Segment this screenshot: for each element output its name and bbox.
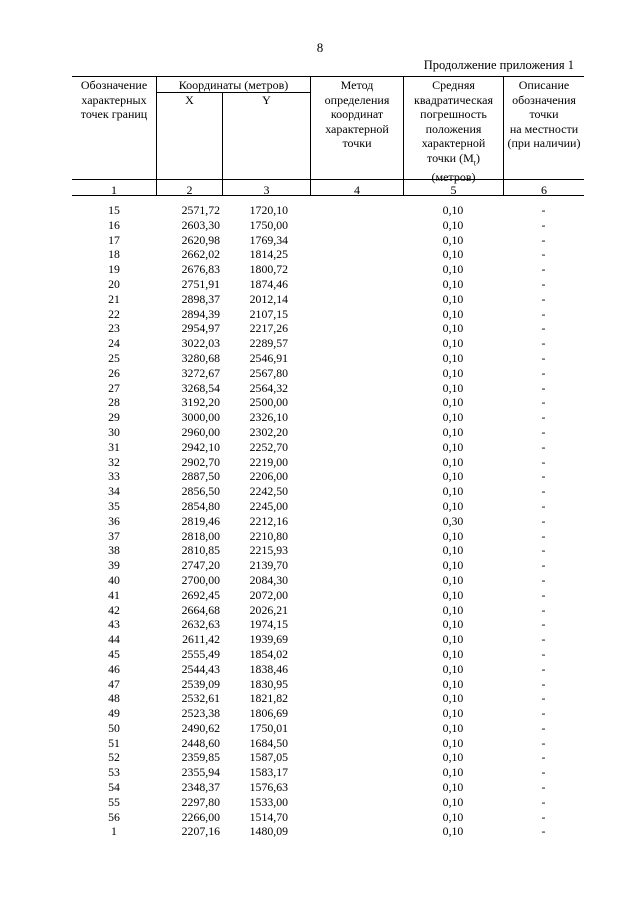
error-cell: 0,10 <box>442 365 464 380</box>
point-id-cell: 34 <box>108 484 120 499</box>
description-cell: - <box>541 750 546 765</box>
description-cell: - <box>541 706 546 721</box>
y-coordinate-cell: 1854,02 <box>249 646 288 661</box>
description-cell: - <box>541 513 546 528</box>
x-coordinate-cell: 2523,38 <box>181 706 220 721</box>
table-body <box>0 203 640 839</box>
error-cell: 0,10 <box>442 528 464 543</box>
y-coordinate-cell: 2206,00 <box>249 469 288 484</box>
point-id-cell: 45 <box>108 646 120 661</box>
y-coordinate-cell: 2302,20 <box>249 424 288 439</box>
header-x: X <box>185 93 194 107</box>
error-cell: 0,10 <box>442 780 464 795</box>
y-coordinate-cell: 2107,15 <box>249 306 288 321</box>
description-cell: - <box>541 572 546 587</box>
x-coordinate-cell: 2810,85 <box>181 543 220 558</box>
description-cell: - <box>541 262 546 277</box>
error-cell: 0,10 <box>442 691 464 706</box>
point-id-cell: 46 <box>108 661 120 676</box>
description-cell: - <box>541 587 546 602</box>
point-id-cell: 49 <box>108 706 120 721</box>
column-number-3: 3 <box>263 183 270 197</box>
x-coordinate-cell: 2207,16 <box>181 824 220 839</box>
error-cell: 0,10 <box>442 632 464 647</box>
description-cell: - <box>541 380 546 395</box>
y-coordinate-cell: 1814,25 <box>249 247 288 262</box>
y-coordinate-cell: 1974,15 <box>249 617 288 632</box>
description-cell: - <box>541 439 546 454</box>
x-coordinate-cell: 2942,10 <box>181 439 220 454</box>
description-cell: - <box>541 617 546 632</box>
y-coordinate-cell: 2245,00 <box>249 498 288 513</box>
y-coordinate-cell: 2219,00 <box>249 454 288 469</box>
description-cell: - <box>541 276 546 291</box>
table-row <box>0 603 640 618</box>
description-cell: - <box>541 350 546 365</box>
error-cell: 0,10 <box>442 336 464 351</box>
point-id-cell: 35 <box>108 498 120 513</box>
y-coordinate-cell: 2072,00 <box>249 587 288 602</box>
table-row <box>0 721 640 736</box>
point-id-cell: 30 <box>108 424 120 439</box>
table-row <box>0 440 640 455</box>
error-cell: 0,10 <box>442 410 464 425</box>
error-cell: 0,10 <box>442 203 464 217</box>
error-cell: 0,10 <box>442 543 464 558</box>
header-description: Описание обозначения точки на местности (при наличии) <box>507 78 581 150</box>
table-row <box>0 529 640 544</box>
x-coordinate-cell: 2819,46 <box>181 513 220 528</box>
error-cell: 0,10 <box>442 824 464 839</box>
point-id-cell: 42 <box>108 602 120 617</box>
description-cell: - <box>541 661 546 676</box>
point-id-cell: 48 <box>108 691 120 706</box>
error-cell: 0,10 <box>442 217 464 232</box>
error-cell: 0,10 <box>442 498 464 513</box>
point-id-cell: 15 <box>108 203 120 217</box>
error-cell: 0,10 <box>442 676 464 691</box>
column-number-6: 6 <box>541 183 547 197</box>
table-row <box>0 381 640 396</box>
x-coordinate-cell: 2539,09 <box>181 676 220 691</box>
description-cell: - <box>541 336 546 351</box>
description-cell: - <box>541 809 546 824</box>
point-id-cell: 25 <box>108 350 120 365</box>
x-coordinate-cell: 2555,49 <box>181 646 220 661</box>
error-cell: 0,10 <box>442 646 464 661</box>
table-row <box>0 455 640 470</box>
description-cell: - <box>541 203 546 217</box>
description-cell: - <box>541 306 546 321</box>
point-id-cell: 37 <box>108 528 120 543</box>
error-cell: 0,10 <box>442 602 464 617</box>
description-cell: - <box>541 780 546 795</box>
x-coordinate-cell: 2751,91 <box>181 276 220 291</box>
point-id-cell: 21 <box>108 291 120 306</box>
error-cell: 0,10 <box>442 469 464 484</box>
error-cell: 0,10 <box>442 750 464 765</box>
table-row <box>0 558 640 573</box>
x-coordinate-cell: 2700,00 <box>181 572 220 587</box>
table-row <box>0 395 640 410</box>
description-cell: - <box>541 543 546 558</box>
table-row <box>0 617 640 632</box>
description-cell: - <box>541 720 546 735</box>
description-cell: - <box>541 232 546 247</box>
table-row <box>0 321 640 336</box>
table-header <box>72 76 584 196</box>
error-cell: 0,10 <box>442 291 464 306</box>
point-id-cell: 19 <box>108 262 120 277</box>
point-id-cell: 20 <box>108 276 120 291</box>
table-row <box>0 410 640 425</box>
table-row <box>0 292 640 307</box>
point-id-cell: 39 <box>108 558 120 573</box>
table-row <box>0 351 640 366</box>
point-id-cell: 22 <box>108 306 120 321</box>
error-cell: 0,30 <box>442 513 464 528</box>
x-coordinate-cell: 2887,50 <box>181 469 220 484</box>
table-row <box>0 706 640 721</box>
x-coordinate-cell: 3192,20 <box>181 395 220 410</box>
table-row <box>0 307 640 322</box>
table-row <box>0 691 640 706</box>
y-coordinate-cell: 1684,50 <box>249 735 288 750</box>
y-coordinate-cell: 1769,34 <box>249 232 288 247</box>
x-coordinate-cell: 3280,68 <box>181 350 220 365</box>
y-coordinate-cell: 1583,17 <box>249 765 288 780</box>
y-coordinate-cell: 1576,63 <box>249 780 288 795</box>
y-coordinate-cell: 2084,30 <box>249 572 288 587</box>
x-coordinate-cell: 2747,20 <box>181 558 220 573</box>
y-coordinate-cell: 1480,09 <box>249 824 288 839</box>
y-coordinate-cell: 1533,00 <box>249 794 288 809</box>
y-coordinate-cell: 2217,26 <box>249 321 288 336</box>
error-cell: 0,10 <box>442 395 464 410</box>
error-cell: 0,10 <box>442 661 464 676</box>
point-id-cell: 24 <box>108 336 120 351</box>
error-cell: 0,10 <box>442 720 464 735</box>
y-coordinate-cell: 2326,10 <box>249 410 288 425</box>
x-coordinate-cell: 2632,63 <box>181 617 220 632</box>
table-row <box>0 218 640 233</box>
point-id-cell: 55 <box>108 794 120 809</box>
error-cell: 0,10 <box>442 350 464 365</box>
x-coordinate-cell: 3272,67 <box>181 365 220 380</box>
table-row <box>0 203 640 218</box>
description-cell: - <box>541 602 546 617</box>
header-designation: Обозначение характерных точек границ <box>80 78 148 121</box>
error-cell: 0,10 <box>442 276 464 291</box>
table-row <box>0 736 640 751</box>
x-coordinate-cell: 3000,00 <box>181 410 220 425</box>
description-cell: - <box>541 321 546 336</box>
table-row <box>0 632 640 647</box>
error-cell: 0,10 <box>442 380 464 395</box>
x-coordinate-cell: 2448,60 <box>181 735 220 750</box>
x-coordinate-cell: 2620,98 <box>181 232 220 247</box>
x-coordinate-cell: 2532,61 <box>181 691 220 706</box>
y-coordinate-cell: 2252,70 <box>249 439 288 454</box>
table-row <box>0 233 640 248</box>
point-id-cell: 31 <box>108 439 120 454</box>
description-cell: - <box>541 454 546 469</box>
column-number-4: 4 <box>354 183 360 197</box>
column-number-2: 2 <box>186 183 193 197</box>
point-id-cell: 32 <box>108 454 120 469</box>
description-cell: - <box>541 469 546 484</box>
error-cell: 0,10 <box>442 484 464 499</box>
error-cell: 0,10 <box>442 439 464 454</box>
error-cell: 0,10 <box>442 321 464 336</box>
table-row <box>0 484 640 499</box>
point-id-cell: 38 <box>108 543 120 558</box>
y-coordinate-cell: 1750,00 <box>249 217 288 232</box>
x-coordinate-cell: 2818,00 <box>181 528 220 543</box>
y-coordinate-cell: 2289,57 <box>249 336 288 351</box>
description-cell: - <box>541 410 546 425</box>
table-row <box>0 543 640 558</box>
y-coordinate-cell: 1838,46 <box>249 661 288 676</box>
y-coordinate-cell: 2215,93 <box>249 543 288 558</box>
table-row <box>0 647 640 662</box>
table-row <box>0 588 640 603</box>
x-coordinate-cell: 2676,83 <box>181 262 220 277</box>
point-id-cell: 52 <box>108 750 120 765</box>
x-coordinate-cell: 2692,45 <box>181 587 220 602</box>
error-cell: 0,10 <box>442 735 464 750</box>
y-coordinate-cell: 2546,91 <box>249 350 288 365</box>
table-row <box>0 662 640 677</box>
y-coordinate-cell: 1587,05 <box>249 750 288 765</box>
error-cell: 0,10 <box>442 247 464 262</box>
y-coordinate-cell: 2242,50 <box>249 484 288 499</box>
y-coordinate-cell: 2210,80 <box>249 528 288 543</box>
x-coordinate-cell: 2902,70 <box>181 454 220 469</box>
header-error: Средняя квадратическая погрешность положения характерной точки $(M_t)$ (метров) <box>414 78 493 185</box>
point-id-cell: 53 <box>108 765 120 780</box>
x-coordinate-cell: 3022,03 <box>181 336 220 351</box>
point-id-cell: 41 <box>108 587 120 602</box>
point-id-cell: 50 <box>108 720 120 735</box>
x-coordinate-cell: 2898,37 <box>181 291 220 306</box>
table-row <box>0 425 640 440</box>
description-cell: - <box>541 735 546 750</box>
error-cell: 0,10 <box>442 262 464 277</box>
y-coordinate-cell: 1800,72 <box>249 262 288 277</box>
table-row <box>0 366 640 381</box>
y-coordinate-cell: 1514,70 <box>249 809 288 824</box>
column-number-5: 5 <box>450 183 457 197</box>
y-coordinate-cell: 1750,01 <box>249 720 288 735</box>
point-id-cell: 56 <box>108 809 120 824</box>
x-coordinate-cell: 2359,85 <box>181 750 220 765</box>
table-row <box>0 795 640 810</box>
point-id-cell: 44 <box>108 632 120 647</box>
y-coordinate-cell: 2026,21 <box>249 602 288 617</box>
header-coordinates: Координаты (метров) <box>178 78 289 92</box>
table-row <box>0 780 640 795</box>
description-cell: - <box>541 676 546 691</box>
point-id-cell: 40 <box>108 572 120 587</box>
column-number-1: 1 <box>111 183 117 197</box>
x-coordinate-cell: 2297,80 <box>181 794 220 809</box>
x-coordinate-cell: 2662,02 <box>181 247 220 262</box>
point-id-cell: 36 <box>108 513 120 528</box>
point-id-cell: 1 <box>111 824 117 839</box>
y-coordinate-cell: 1939,69 <box>249 632 288 647</box>
table-row <box>0 824 640 839</box>
x-coordinate-cell: 2854,80 <box>181 498 220 513</box>
point-id-cell: 17 <box>108 232 120 247</box>
point-id-cell: 43 <box>108 617 120 632</box>
description-cell: - <box>541 217 546 232</box>
point-id-cell: 27 <box>108 380 120 395</box>
description-cell: - <box>541 824 546 839</box>
error-cell: 0,10 <box>442 424 464 439</box>
table-row <box>0 573 640 588</box>
x-coordinate-cell: 2611,42 <box>182 632 220 647</box>
point-id-cell: 47 <box>108 676 120 691</box>
error-cell: 0,10 <box>442 306 464 321</box>
point-id-cell: 29 <box>108 410 120 425</box>
description-cell: - <box>541 528 546 543</box>
point-id-cell: 33 <box>108 469 120 484</box>
y-coordinate-cell: 2500,00 <box>249 395 288 410</box>
y-coordinate-cell: 2139,70 <box>249 558 288 573</box>
y-coordinate-cell: 1874,46 <box>249 276 288 291</box>
x-coordinate-cell: 2664,68 <box>181 602 220 617</box>
x-coordinate-cell: 2490,62 <box>181 720 220 735</box>
table-row <box>0 677 640 692</box>
x-coordinate-cell: 3268,54 <box>181 380 220 395</box>
error-cell: 0,10 <box>442 572 464 587</box>
x-coordinate-cell: 2960,00 <box>181 424 220 439</box>
y-coordinate-cell: 1821,82 <box>249 691 288 706</box>
error-cell: 0,10 <box>442 706 464 721</box>
table-row <box>0 514 640 529</box>
description-cell: - <box>541 691 546 706</box>
x-coordinate-cell: 2266,00 <box>181 809 220 824</box>
x-coordinate-cell: 2355,94 <box>181 765 220 780</box>
table-row <box>0 765 640 780</box>
point-id-cell: 28 <box>108 395 120 410</box>
y-coordinate-cell: 2564,32 <box>249 380 288 395</box>
x-coordinate-cell: 2954,97 <box>181 321 220 336</box>
x-coordinate-cell: 2603,30 <box>181 217 220 232</box>
error-cell: 0,10 <box>442 587 464 602</box>
description-cell: - <box>541 247 546 262</box>
x-coordinate-cell: 2856,50 <box>181 484 220 499</box>
header-y: Y <box>262 93 271 107</box>
description-cell: - <box>541 632 546 647</box>
point-id-cell: 26 <box>108 365 120 380</box>
y-coordinate-cell: 2212,16 <box>249 513 288 528</box>
y-coordinate-cell: 1830,95 <box>249 676 288 691</box>
table-row <box>0 262 640 277</box>
description-cell: - <box>541 365 546 380</box>
table-row <box>0 469 640 484</box>
header-method: Метод определения координат характерной точки <box>324 78 390 150</box>
error-cell: 0,10 <box>442 765 464 780</box>
description-cell: - <box>541 395 546 410</box>
table-row <box>0 810 640 825</box>
point-id-cell: 51 <box>108 735 120 750</box>
y-coordinate-cell: 2012,14 <box>249 291 288 306</box>
description-cell: - <box>541 484 546 499</box>
error-cell: 0,10 <box>442 794 464 809</box>
description-cell: - <box>541 424 546 439</box>
error-cell: 0,10 <box>442 809 464 824</box>
y-coordinate-cell: 2567,80 <box>249 365 288 380</box>
page-number: 8 <box>316 40 324 55</box>
x-coordinate-cell: 2348,37 <box>181 780 220 795</box>
description-cell: - <box>541 558 546 573</box>
table-row <box>0 336 640 351</box>
table-row <box>0 750 640 765</box>
error-cell: 0,10 <box>442 558 464 573</box>
description-cell: - <box>541 498 546 513</box>
description-cell: - <box>541 646 546 661</box>
continuation-label: Продолжение приложения 1 <box>423 58 574 72</box>
point-id-cell: 23 <box>108 321 120 336</box>
point-id-cell: 18 <box>108 247 120 262</box>
description-cell: - <box>541 765 546 780</box>
y-coordinate-cell: 1806,69 <box>249 706 288 721</box>
point-id-cell: 16 <box>108 217 120 232</box>
x-coordinate-cell: 2571,72 <box>181 203 220 217</box>
y-coordinate-cell: 1720,10 <box>249 203 288 217</box>
point-id-cell: 54 <box>108 780 120 795</box>
error-cell: 0,10 <box>442 232 464 247</box>
table-row <box>0 247 640 262</box>
error-cell: 0,10 <box>442 617 464 632</box>
description-cell: - <box>541 794 546 809</box>
description-cell: - <box>541 291 546 306</box>
table-row <box>0 277 640 292</box>
table-row <box>0 499 640 514</box>
x-coordinate-cell: 2544,43 <box>181 661 220 676</box>
x-coordinate-cell: 2894,39 <box>181 306 220 321</box>
error-cell: 0,10 <box>442 454 464 469</box>
